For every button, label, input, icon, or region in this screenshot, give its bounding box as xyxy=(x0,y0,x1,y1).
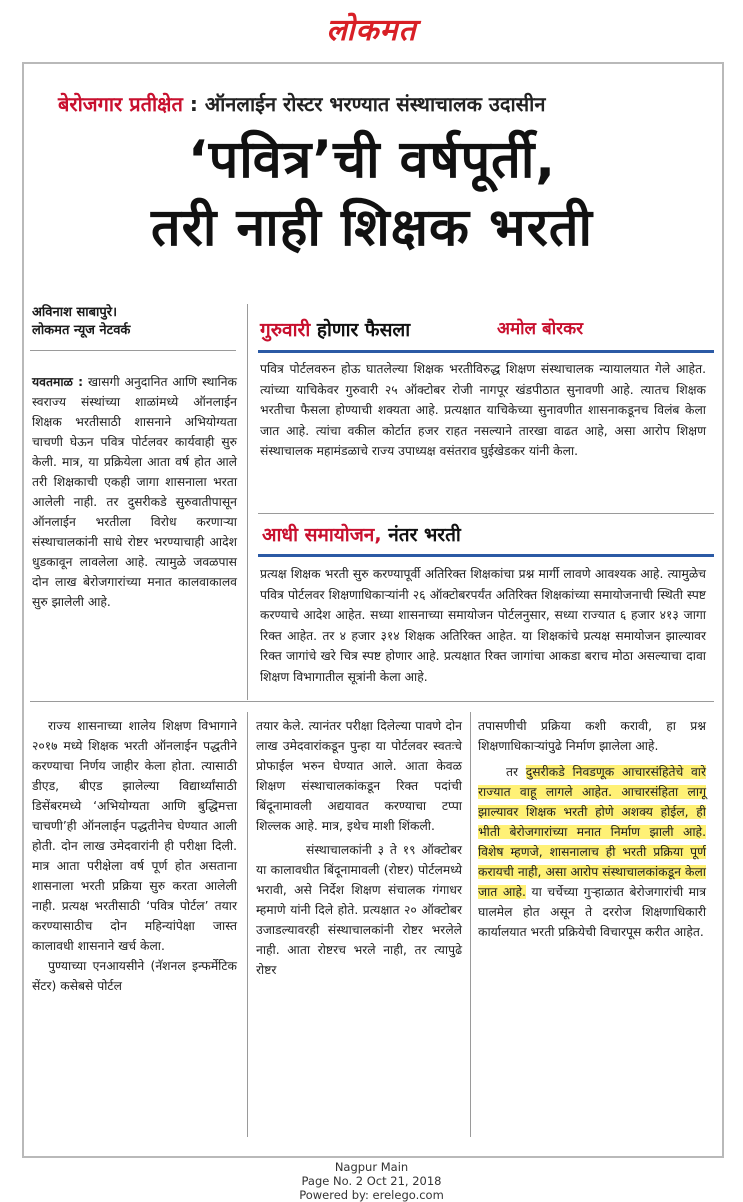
masthead-logo: लोकमत xyxy=(326,13,417,48)
headline-line-2: तरी नाही शिक्षक भरती xyxy=(150,198,594,258)
dateline: यवतमाळ : xyxy=(32,375,84,389)
box2-text: प्रत्यक्ष शिक्षक भरती सुरु करण्यापूर्वी अतिरिक्त शिक्षकांचा प्रश्न मार्गी लावणे आवश्यक आहे. त्यामुळेच पवित्र पोर्टलवर शिक्षणाधिकाऱ्यांनी २६ ऑक्टोबरपर्यंत अतिरिक्त शिक्षकांच्या समायोजनाची स्थिती स्पष्ट करण्याचे आदेश आहेत. सध्या शासनाच्या समायोजन पोर्टलनुसार, सध्या राज्यात ६ हजार ४१३ जागा रिक्त आहेत. तर ४ हजार ३१४ शिक्षक अतिरिक्त आहेत. या शिक्षकांचे प्रत्यक्ष समायोजन झाल्यावर रिक्त जागांचे खरे चित्र स्पष्ट होणार आहे. प्रत्यक्षात रिक्त जागांचा आकडा बराच मोठा असल्याचा दावा शिक्षण विभागातील सूत्रांनी केला आहे. xyxy=(260,567,706,684)
footer-edition: Nagpur Main xyxy=(334,1160,409,1174)
column-3-paragraph-1: तपासणीची प्रक्रिया कशी करावी, हा प्रश्न शिक्षणाधिकाऱ्यांपुढे निर्माण झालेला आहे. xyxy=(478,719,706,753)
headline xyxy=(30,126,714,262)
column-1-text xyxy=(32,716,237,996)
column-rule-1 xyxy=(247,712,248,1137)
kicker-prefix: बेरोजगार प्रतीक्षेत xyxy=(58,92,183,116)
column-2-text xyxy=(256,716,462,980)
byline-rule xyxy=(30,350,236,351)
box1-rule xyxy=(258,350,714,353)
box1-title xyxy=(260,316,410,342)
intro-text: खासगी अनुदानित आणि स्थानिक स्वराज्य संस्थांच्या शाळांमध्ये ऑनलाईन शिक्षक भरतीसाठी शासनाने अभियोग्यता चाचणी घेऊन पवित्र पोर्टलवर कार्यवाही सुरु केली. मात्र, या प्रक्रियेला आता वर्ष होत आले तरी शिक्षकाची एकही जागा शासनाला भरता आलेली नाही. तर दुसरीकडे सुरुवातीपासून ऑनलाईन भरतीला विरोध करणाऱ्या संस्थाचालकांनी साधे रोष्टर भरण्याचाही आदेश धुडकावून लावलेला आहे. त्यामुळे जवळपास दोन लाख बेरोजगारांच्या मनात कालवाकालव सुरु झालेली आहे. xyxy=(32,375,237,609)
box2-title xyxy=(262,521,461,547)
footer xyxy=(0,1160,743,1202)
box1-title-red: गुरुवारी xyxy=(260,319,311,341)
section-rule xyxy=(30,701,714,702)
box1-bottom-rule xyxy=(258,513,714,514)
column-3-text xyxy=(478,716,706,942)
column-1-paragraph-1: राज्य शासनाच्या शालेय शिक्षण विभागाने २०१७ मध्ये शिक्षक भरती ऑनलाईन पद्धतीने करण्याचा निर्णय जाहीर केला होता. त्यासाठी डीएड, बीएड झालेल्या विद्यार्थ्यांसाठी डिसेंबरमध्ये ‘अभियोग्यता आणि बुद्धिमत्ता चाचणी’ही ऑनलाईन पद्धतीनेच घेण्यात आली होती. दोन लाख उमेदवारांनी ही परीक्षा दिली. मात्र आता परीक्षेला वर्ष पूर्ण होत असताना शासनाला भरती प्रक्रिया सुरु करता आलेली नाही. प्रत्यक्ष भरतीसाठी ‘पवित्र पोर्टल’ तयार करण्यासाठीच दोन महिन्यांपेक्षा जास्त कालावधी शासनाने खर्च केला. xyxy=(32,719,237,953)
box1-title-black: होणार फैसला xyxy=(310,319,411,341)
kicker-line xyxy=(58,90,698,117)
intro-paragraph xyxy=(32,372,237,612)
box1-author: अमोल बोरकर xyxy=(497,319,584,339)
box2-title-red: आधी समायोजन, xyxy=(262,524,382,546)
footer-powered-by: Powered by: erelego.com xyxy=(299,1188,444,1202)
column-3-p2-end: या चर्चेच्या गुऱ्हाळात बेरोजगारांची मात्र घालमेल होत असून ते दररोज शिक्षणाधिकारी कार्यालयात भरती प्रक्रियेची विचारपूस करीत आहेत. xyxy=(478,885,707,939)
box2-title-black: नंतर भरती xyxy=(381,524,461,546)
footer-page-date: Page No. 2 Oct 21, 2018 xyxy=(301,1174,442,1188)
box1-text: पवित्र पोर्टलवरुन होऊ घातलेल्या शिक्षक भरतीविरुद्ध शिक्षण संस्थाचालक न्यायालयात गेले आहेत. त्यांच्या याचिकेवर गुरुवारी २५ ऑक्टोबर रोजी नागपूर खंडपीठात सुनावणी आहे. त्यातच शिक्षक भरतीचा फैसला होण्याची शक्यता आहे. प्रत्यक्षात याचिकेच्या सुनावणीत शासनाकडूनच विलंब केला जात आहे. त्यांचा वकील कोर्टात हजर राहत नसल्याने तारखा वाढत आहे, असा आरोप शिक्षण संस्थाचालक महामंडळाचे राज्य उपाध्यक्ष वसंतराव घुईखेडकर यांनी केला. xyxy=(260,362,706,458)
column-rule-2 xyxy=(470,712,471,1137)
highlighted-text: दुसरीकडे निवडणूक आचारसंहितेचे वारे राज्यात वाहू लागले आहेत. आचारसंहिता लागू झाल्यावर शिक्षक भरती होणे अशक्य होईल, ही भीती बेरोजगारांच्या मनात निर्माण झाली आहे. विशेष म्हणजे, शासनालाच ही भरती प्रक्रिया पूर्ण करायची नाही, असा आरोप संस्थाचालकांकडून केला जात आहे. xyxy=(478,765,706,899)
kicker-separator: : xyxy=(182,92,205,116)
column-1-paragraph-2: पुण्याच्या एनआयसीने (नॅशनल इन्फर्मेटिक सेंटर) कसेबसे पोर्टल xyxy=(32,959,237,993)
byline-author: अविनाश साबापुरे। xyxy=(32,305,118,320)
headline-line-1: ‘पवित्र’ची वर्षपूर्ती, xyxy=(187,130,557,190)
column-2-paragraph-2: संस्थाचालकांनी ३ ते १९ ऑक्टोबर या कालावधीत बिंदूनामावली (रोष्टर) पोर्टलमध्ये भरावी, असे निर्देश शिक्षण संचालक गंगाधर म्हमाणे यांनी दिले होते. प्रत्यक्षात २० ऑक्टोबर उजाडल्यावरही संस्थाचालकांनी रोष्टर भरलेले नाही. आता रोष्टरच भरले नाही, तर त्यापुढे रोष्टर xyxy=(256,843,462,977)
kicker-text: ऑनलाईन रोस्टर भरण्यात संस्थाचालक उदासीन xyxy=(204,92,546,116)
byline-network: लोकमत न्यूज नेटवर्क xyxy=(32,323,131,338)
column-3-paragraph-2 xyxy=(478,762,706,942)
column-2-paragraph-1: तयार केले. त्यानंतर परीक्षा दिलेल्या पावणे दोन लाख उमेदवारांकडून पुन्हा या पोर्टलवर स्वतःचे प्रोफाईल भरुन घेण्यात आले. आता केवळ शिक्षण संस्थाचालकांकडून रिक्त पदांची बिंदूनामावली अद्ययावत करण्याचा टप्पा शिल्लक आहे. मात्र, इथेच माशी शिंकली. xyxy=(256,719,462,833)
column-3-p2-start: तर xyxy=(506,765,526,779)
byline xyxy=(32,304,242,340)
box2-rule xyxy=(258,554,714,557)
column-rule-left xyxy=(247,304,248,700)
